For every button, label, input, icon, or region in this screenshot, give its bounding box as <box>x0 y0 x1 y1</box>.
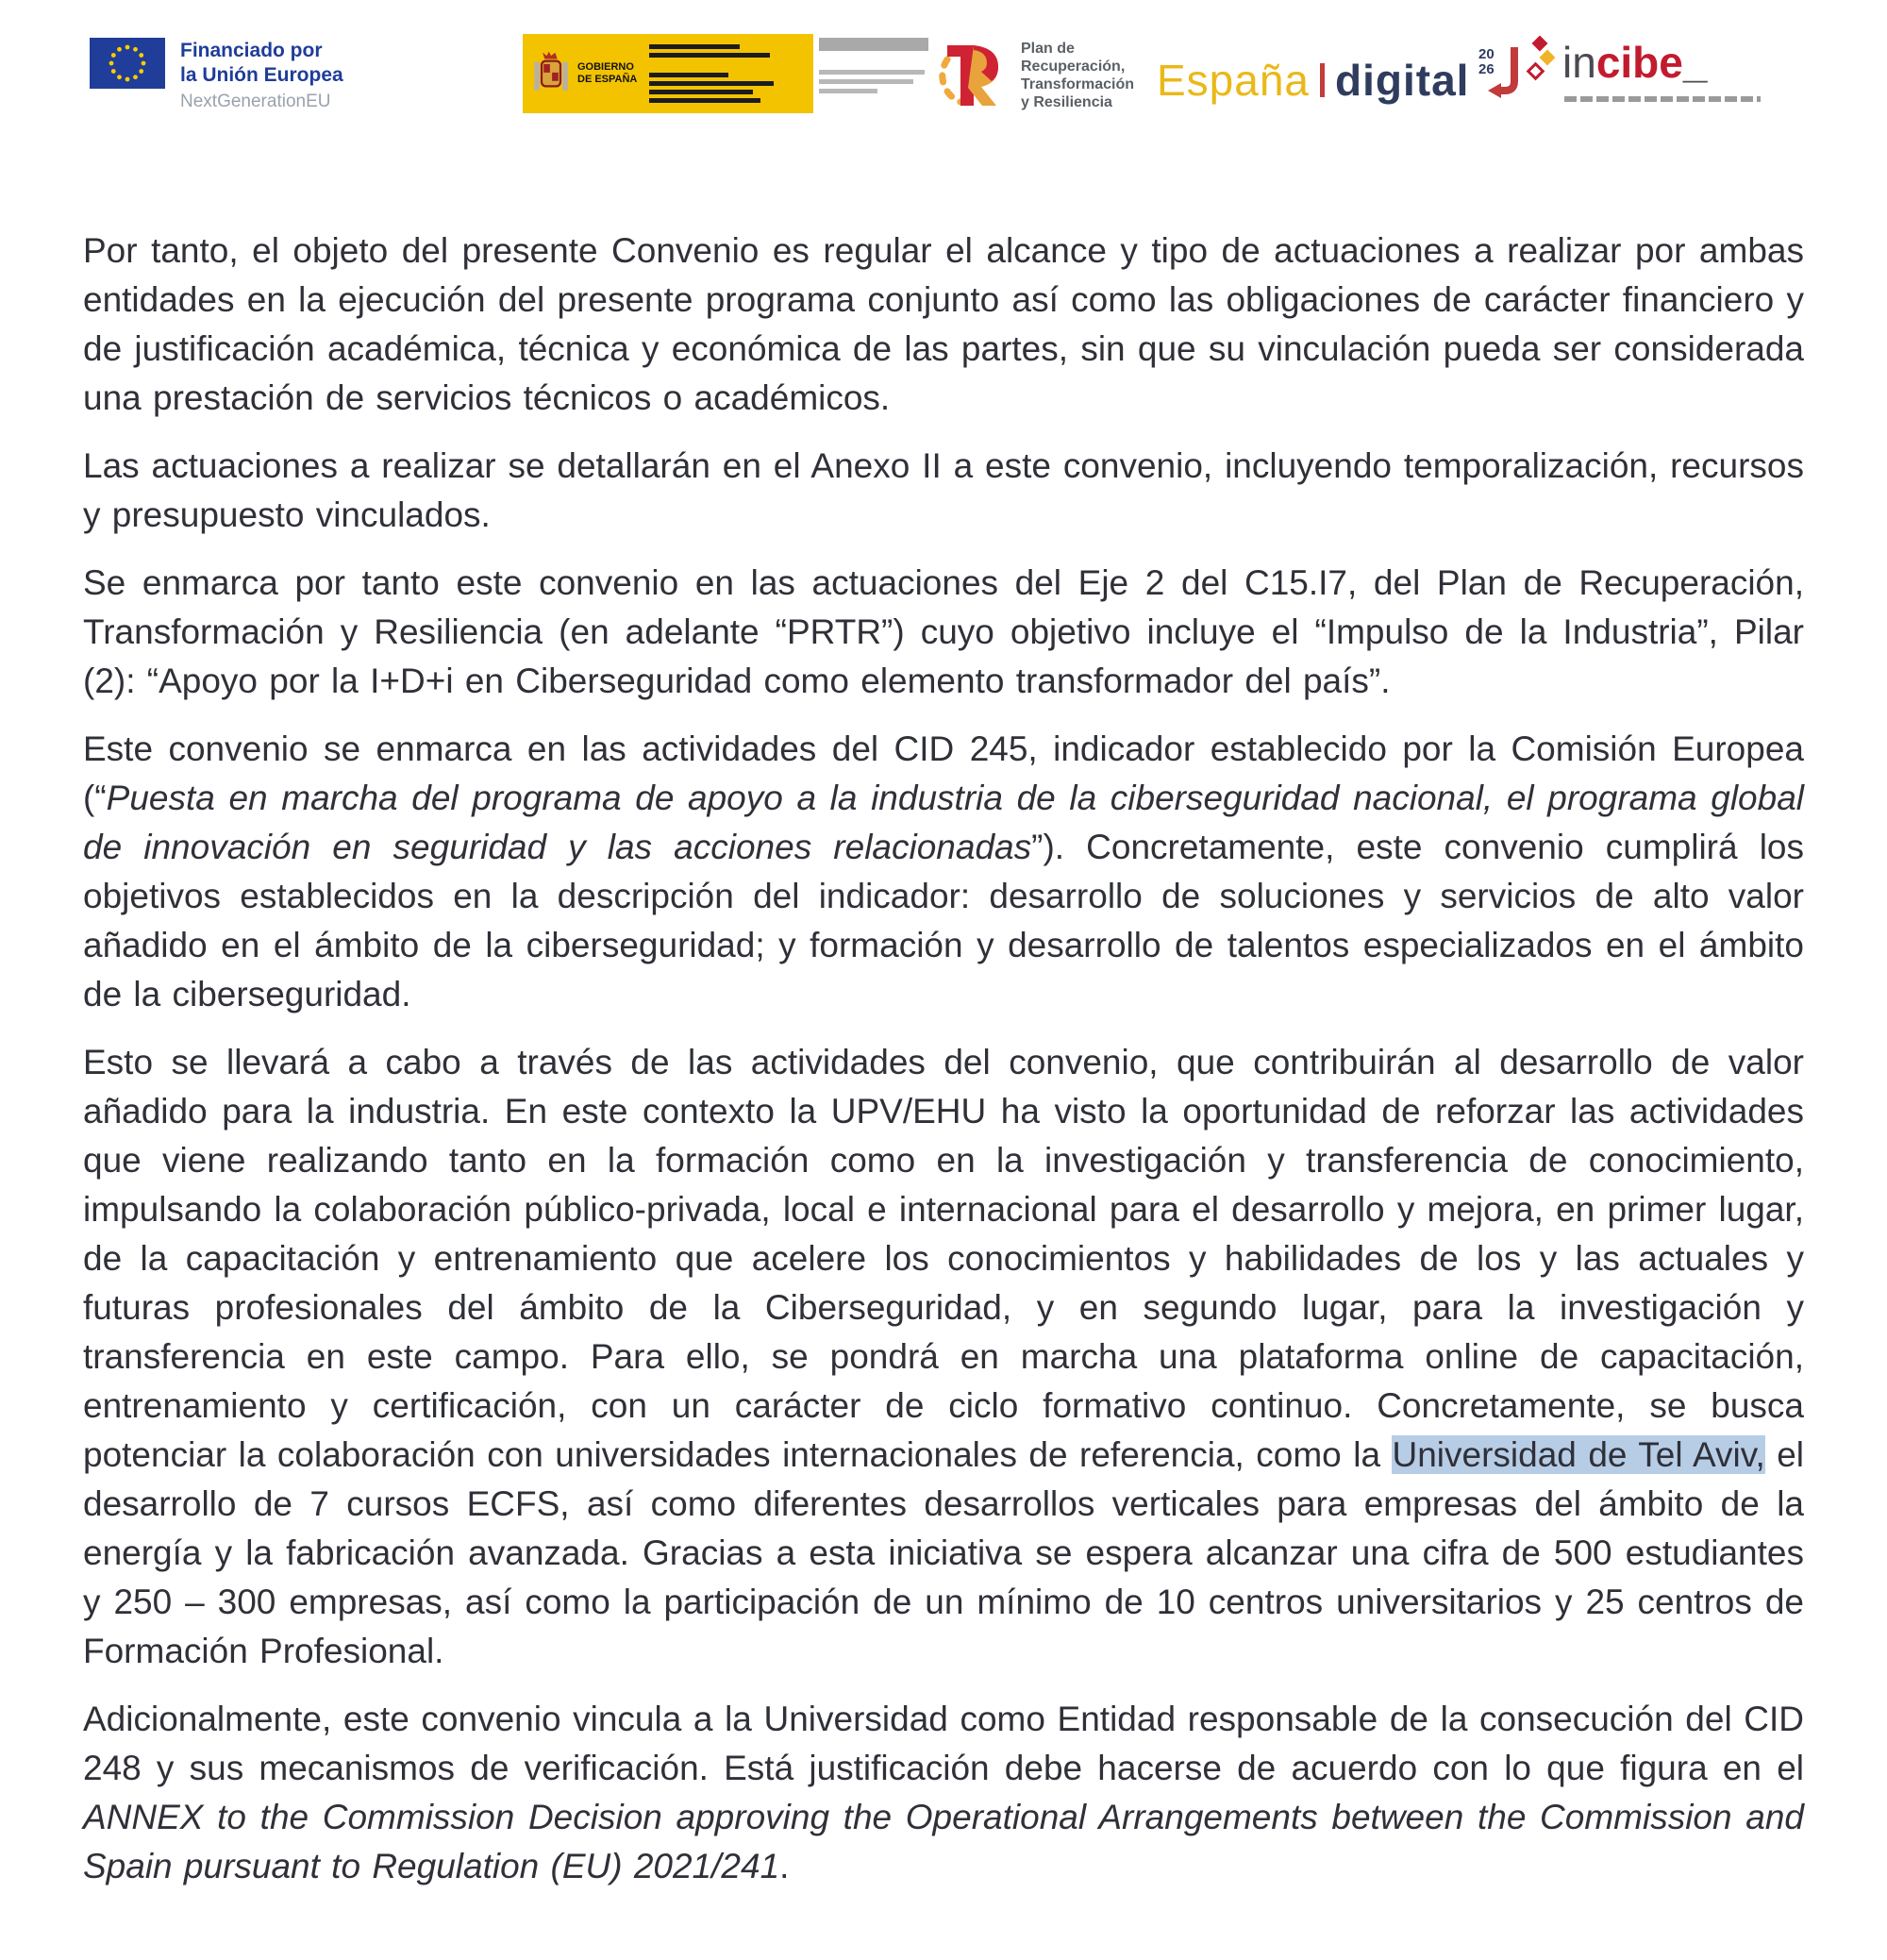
svg-text:20: 20 <box>1478 46 1495 62</box>
paragraph: Se enmarca por tanto este convenio en las actuaciones del Eje 2 del C15.I7, del Plan de Recuperación, Transformación y Resiliencia (en adelante “PRTR”) cuyo objetivo incluye el “Impulso de la Industria”, Pilar (2): “Apoyo por la I+D+i en Ciberseguridad como elemento transformador del país”. <box>83 563 1804 700</box>
espana-digital-2026-mark <box>1477 43 1526 109</box>
prtr-logo <box>934 38 1134 113</box>
gray-header-bar <box>819 38 928 51</box>
eu-funding-line2: la Unión Europea <box>180 64 343 86</box>
paragraph: Por tanto, el objeto del presente Convenio es regular el alcance y tipo de actuaciones a realizar por ambas entidades en la ejecución del presente programa conjunto así como las obligaciones de carácter financiero y de justificación académica, técnica y económica de las partes, sin que su vinculación pueda ser considerada una prestación de servicios técnicos o académicos. <box>83 231 1804 417</box>
svg-text:26: 26 <box>1478 61 1495 77</box>
incibe-wordmark: incibe_ <box>1562 38 1708 87</box>
gobierno-espana-logo <box>523 34 813 113</box>
eu-funding-text <box>180 38 343 113</box>
incibe-logo <box>1521 36 1761 102</box>
digital-wordmark: digital <box>1335 55 1470 105</box>
red-divider-bar <box>1320 63 1325 97</box>
logo-strip <box>0 0 1887 151</box>
espana-wordmark: España <box>1157 55 1311 105</box>
paragraph: Esto se llevará a cabo a través de las actividades del convenio, que contribuirán al desarrollo de valor añadido para la industria. En este contexto la UPV/EHU ha visto la oportunidad de reforzar las actividades que viene realizando tanto en la formación como en la investigación y transferencia de conocimiento, impulsando la colaboración público-privada, local e internacional para el desarrollo y mejora, en primer lugar, de la capacitación y entrenamiento que acelere los conocimientos y habilidades de los y las actuales y futuras profesionales del ámbito de la Ciberseguridad, y en segundo lugar, para la investigación y transferencia en este campo. Para ello, se pondrá en marcha una plataforma online de capacitación, entrenamiento y certificación, con un carácter de ciclo formativo continuo. Concretamente, se busca potenciar la colaboración con universidades internacionales de referencia, como la Universidad de Tel Aviv, el desarrollo de 7 cursos ECFS, así como diferentes desarrollos verticales para empresas del ámbito de la energía y la fabricación avanzada. Gracias a esta iniciativa se espera alcanzar una cifra de 500 estudiantes y 250 – 300 empresas, así como la participación de un mínimo de 10 centros universitarios y 25 centros de Formación Profesional. <box>83 1043 1805 1670</box>
ministry-text-block <box>649 44 774 103</box>
nextgeneration-eu-label: NextGenerationEU <box>180 92 331 111</box>
eu-flag-icon <box>90 38 165 89</box>
prtr-tr-icon <box>934 38 1010 113</box>
paragraph: Adicionalmente, este convenio vincula a la Universidad como Entidad responsable de la consecución del CID 248 y sus mecanismos de verificación. Está justificación debe hacerse de acuerdo con lo que figura en el ANNEX to the Commission Decision approving the Operational Arrangements between the Commission and Spain pursuant to Regulation (EU) 2021/241. <box>83 1700 1804 1885</box>
prtr-text: Plan de Recuperación, Transformación y Resiliencia <box>1021 41 1135 110</box>
eu-funding-logo <box>90 38 343 113</box>
gobierno-yellow-box <box>523 34 813 113</box>
document-body <box>83 226 1804 1891</box>
paragraph: Las actuaciones a realizar se detallarán en el Anexo II a este convenio, incluyendo temporalización, recursos y presupuesto vinculados. <box>83 446 1804 534</box>
highlighted-text: Universidad de Tel Aviv, <box>1392 1435 1765 1474</box>
secretaria-estado-block <box>819 38 928 93</box>
paragraph: Este convenio se enmarca en las actividades del CID 245, indicador establecido por la Comisión Europea (“Puesta en marcha del programa de apoyo a la industria de la ciberseguridad nacional, el programa global de innovación en seguridad y las acciones relacionadas”). Concretamente, este convenio cumplirá los objetivos establecidos en la descripción del indicador: desarrollo de soluciones y servicios de alto valor añadido en el ámbito de la ciberseguridad; y formación y desarrollo de talentos especializados en el ámbito de la ciberseguridad. <box>83 729 1804 1014</box>
secretaria-text-lines <box>819 70 928 93</box>
spain-coat-of-arms-icon <box>532 49 570 98</box>
gobierno-espana-label: GOBIERNO DE ESPAÑA <box>577 61 638 85</box>
incibe-diamonds-icon <box>1521 36 1555 89</box>
incibe-subtitle-bar <box>1564 96 1761 102</box>
eu-funding-line1: Financiado por <box>180 40 323 61</box>
espana-digital-logo <box>1157 47 1526 112</box>
